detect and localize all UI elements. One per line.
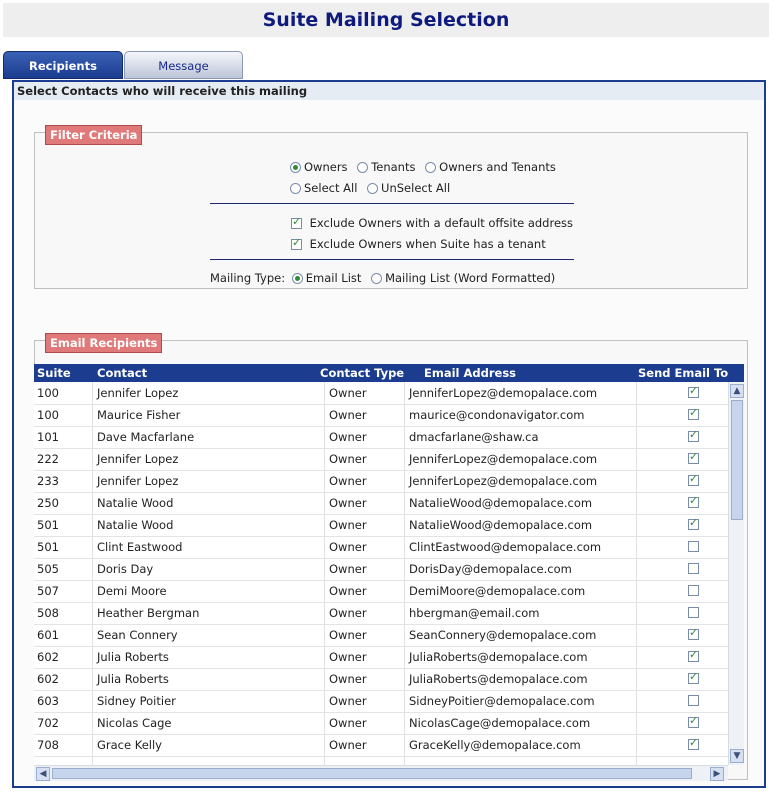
table-row (34, 470, 728, 493)
table-row (34, 668, 728, 691)
cell-contact-type: Owner (329, 584, 367, 598)
cell-suite: 501 (37, 518, 59, 532)
send-email-checkbox[interactable] (688, 585, 699, 596)
table-row (34, 712, 728, 735)
table-row (34, 624, 728, 647)
cell-contact-type: Owner (329, 474, 367, 488)
cell-contact-type: Owner (329, 518, 367, 532)
radio-owners-label: Owners (304, 160, 348, 174)
cell-email: hbergman@email.com (409, 606, 540, 620)
table-row (34, 382, 728, 405)
cell-contact: Sidney Poitier (97, 694, 176, 708)
send-email-checkbox[interactable] (688, 629, 699, 640)
send-email-checkbox[interactable] (688, 431, 699, 442)
cell-contact: Natalie Wood (97, 518, 174, 532)
cell-suite: 602 (37, 672, 59, 686)
cell-suite: 602 (37, 650, 59, 664)
scroll-h-thumb[interactable] (52, 768, 692, 779)
scroll-thumb[interactable] (731, 400, 743, 520)
scroll-left-button[interactable]: ◀ (36, 767, 50, 781)
table-row (34, 690, 728, 713)
filter-divider-1 (210, 203, 574, 204)
cell-email: JuliaRoberts@demopalace.com (409, 650, 588, 664)
cell-suite: 708 (37, 738, 59, 752)
cell-email: GraceKelly@demopalace.com (409, 738, 581, 752)
cell-suite: 702 (37, 716, 59, 730)
cell-suite: 100 (37, 386, 59, 400)
cell-email: NicolasCage@demopalace.com (409, 716, 591, 730)
cell-contact-type: Owner (329, 672, 367, 686)
radio-owners-and-tenants-indicator[interactable] (425, 162, 436, 173)
cell-contact: Jennifer Lopez (97, 386, 179, 400)
send-email-checkbox[interactable] (688, 475, 699, 486)
col-suite-header[interactable]: Suite (37, 366, 71, 380)
filter-divider-2 (210, 259, 574, 260)
exclude-tenant-checkbox[interactable] (291, 239, 302, 250)
cell-email: JenniferLopez@demopalace.com (409, 386, 598, 400)
radio-unselect-all-indicator[interactable] (367, 183, 378, 194)
radio-mailing-list-label: Mailing List (Word Formatted) (385, 271, 556, 285)
cell-contact: Sean Connery (97, 628, 178, 642)
radio-mailing-list[interactable] (371, 271, 555, 285)
table-row (34, 514, 728, 537)
cell-suite: 603 (37, 694, 59, 708)
filter-criteria-legend: Filter Criteria (45, 125, 142, 145)
send-email-checkbox[interactable] (688, 409, 699, 420)
recipients-panel (12, 80, 766, 788)
radio-owners[interactable] (290, 160, 348, 174)
table-row (34, 646, 728, 669)
recipients-grid-header (34, 364, 744, 382)
col-contact-type-header[interactable]: Contact Type (320, 366, 405, 380)
cell-contact-type: Owner (329, 540, 367, 554)
radio-email-list-indicator[interactable] (292, 273, 303, 284)
cell-suite: 222 (37, 452, 59, 466)
radio-email-list-label: Email List (305, 271, 362, 285)
radio-email-list[interactable] (292, 271, 362, 285)
table-row (34, 580, 728, 603)
scroll-right-button[interactable]: ▶ (710, 767, 724, 781)
table-row (34, 492, 728, 515)
cell-contact-type: Owner (329, 628, 367, 642)
col-send-header[interactable]: Send Email To (638, 366, 729, 380)
filter-criteria-group (34, 128, 748, 289)
scroll-up-button[interactable]: ▲ (730, 384, 744, 398)
cell-contact: Heather Bergman (97, 606, 200, 620)
cell-contact: Jennifer Lopez (97, 474, 179, 488)
send-email-checkbox[interactable] (688, 453, 699, 464)
recipients-grid (34, 382, 728, 765)
col-contact-header[interactable]: Contact (97, 366, 148, 380)
cell-suite: 250 (37, 496, 59, 510)
table-row (34, 602, 728, 625)
radio-owners-indicator[interactable] (290, 162, 301, 173)
cell-contact: Natalie Wood (97, 496, 174, 510)
cell-email: ClintEastwood@demopalace.com (409, 540, 602, 554)
col-email-header[interactable]: Email Address (424, 366, 517, 380)
exclude-offsite-label: Exclude Owners with a default offsite address (309, 216, 573, 230)
radio-select-all-label: Select All (304, 181, 358, 195)
send-email-checkbox[interactable] (688, 563, 699, 574)
cell-suite: 233 (37, 474, 59, 488)
send-email-checkbox[interactable] (688, 387, 699, 398)
radio-select-all-indicator[interactable] (290, 183, 301, 194)
cell-contact-type: Owner (329, 430, 367, 444)
radio-select-all[interactable] (290, 181, 357, 195)
cell-contact-type: Owner (329, 694, 367, 708)
cell-contact-type: Owner (329, 386, 367, 400)
radio-tenants[interactable] (357, 160, 415, 174)
cell-email: DorisDay@demopalace.com (409, 562, 572, 576)
table-row (34, 558, 728, 581)
radio-tenants-indicator[interactable] (357, 162, 368, 173)
cell-suite: 101 (37, 430, 59, 444)
page-title: Suite Mailing Selection (3, 3, 769, 37)
radio-mailing-list-indicator[interactable] (371, 273, 382, 284)
table-row (34, 448, 728, 471)
cell-contact-type: Owner (329, 738, 367, 752)
cell-email: DemiMoore@demopalace.com (409, 584, 586, 598)
cell-suite: 507 (37, 584, 59, 598)
cell-contact: Jennifer Lopez (97, 452, 179, 466)
cell-contact: Maurice Fisher (97, 408, 181, 422)
cell-suite: 501 (37, 540, 59, 554)
panel-header: Select Contacts who will receive this mailing (14, 82, 764, 100)
cell-suite: 100 (37, 408, 59, 422)
tab-message[interactable]: Message (124, 51, 243, 79)
table-row (34, 734, 728, 757)
cell-suite: 508 (37, 606, 59, 620)
cell-contact: Dave Macfarlane (97, 430, 195, 444)
radio-tenants-label: Tenants (371, 160, 416, 174)
exclude-offsite-checkbox[interactable] (291, 218, 302, 229)
cell-contact-type: Owner (329, 452, 367, 466)
cell-email: maurice@condonavigator.com (409, 408, 585, 422)
cell-email: SeanConnery@demopalace.com (409, 628, 597, 642)
cell-contact: Demi Moore (97, 584, 167, 598)
cell-contact: Nicolas Cage (97, 716, 172, 730)
cell-contact-type: Owner (329, 606, 367, 620)
cell-email: dmacfarlane@shaw.ca (409, 430, 539, 444)
radio-unselect-all-label: UnSelect All (381, 181, 451, 195)
cell-contact-type: Owner (329, 562, 367, 576)
grid-vertical-scrollbar[interactable] (728, 382, 744, 765)
send-email-checkbox[interactable] (688, 541, 699, 552)
send-email-checkbox[interactable] (688, 695, 699, 706)
send-email-checkbox[interactable] (688, 673, 699, 684)
cell-email: NatalieWood@demopalace.com (409, 518, 593, 532)
mailing-type-label: Mailing Type: (210, 271, 286, 285)
cell-suite: 601 (37, 628, 59, 642)
scroll-down-button[interactable]: ▼ (730, 749, 744, 763)
cell-contact: Julia Roberts (97, 650, 169, 664)
send-email-checkbox[interactable] (688, 497, 699, 508)
radio-unselect-all[interactable] (367, 181, 450, 195)
table-row (34, 536, 728, 559)
exclude-tenant-label: Exclude Owners when Suite has a tenant (309, 237, 546, 251)
cell-suite: 505 (37, 562, 59, 576)
cell-contact-type: Owner (329, 496, 367, 510)
cell-contact-type: Owner (329, 650, 367, 664)
email-recipients-legend: Email Recipients (45, 333, 162, 353)
table-row (34, 426, 728, 449)
grid-horizontal-scrollbar[interactable] (34, 765, 728, 781)
cell-email: JenniferLopez@demopalace.com (409, 452, 598, 466)
radio-owners-and-tenants-label: Owners and Tenants (439, 160, 556, 174)
send-email-checkbox[interactable] (688, 607, 699, 618)
cell-email: JenniferLopez@demopalace.com (409, 474, 598, 488)
cell-email: SidneyPoitier@demopalace.com (409, 694, 595, 708)
send-email-checkbox[interactable] (688, 717, 699, 728)
tab-recipients[interactable]: Recipients (3, 51, 123, 79)
cell-email: JuliaRoberts@demopalace.com (409, 672, 588, 686)
radio-owners-and-tenants[interactable] (425, 160, 556, 174)
cell-contact: Grace Kelly (97, 738, 162, 752)
cell-email: NatalieWood@demopalace.com (409, 496, 593, 510)
cell-contact: Doris Day (97, 562, 154, 576)
cell-contact: Clint Eastwood (97, 540, 183, 554)
table-row (34, 404, 728, 427)
send-email-checkbox[interactable] (688, 519, 699, 530)
cell-contact-type: Owner (329, 408, 367, 422)
send-email-checkbox[interactable] (688, 651, 699, 662)
send-email-checkbox[interactable] (688, 739, 699, 750)
cell-contact-type: Owner (329, 716, 367, 730)
cell-contact: Julia Roberts (97, 672, 169, 686)
